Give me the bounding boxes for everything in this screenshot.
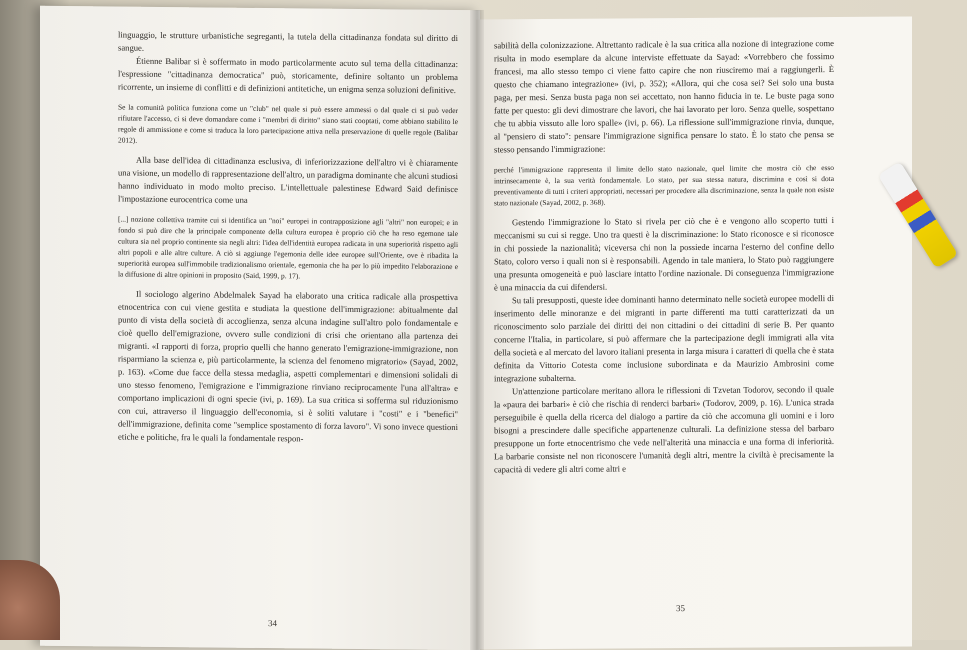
left-paragraph-4: Il sociologo algerino Abdelmalek Sayad ha elaborato una critica radicale alla prospettiva etnocentrica con cui viene gestita e studiata la questione dell'immigrazione: abitualmente dal punto di vista della società di accoglienza, senza alcuna indagine sull'altro polo fondamentale e cioè quello dell'emigrazione, ovvero sulle condizioni di crisi che orientano alla partenza dei migranti. «I rapporti di forza, proprio quelli che hanno generato l'emigrazione-immigrazione, non risparmiano la scienza e, più particolarmente, la scienza del fenomeno migratorio» (Sayad, 2002, p. 163). «Come due facce della stessa medaglia, aspetti complementari e dimensioni solidali di uno stesso fenomeno, l'emigrazione e l'immigrazione rinviano reciprocamente l'una all'altra» e comportano implicazioni di ogni specie (ivi, p. 169). La sua critica si sofferma sul riduzionismo con cui, attraverso il linguaggio dell'economia, si è soliti valutare i "costi" e i "benefici" dell'immigrazione, definita come "semplice spostamento di forza lavoro". Vi sono invece questioni etiche e politiche, fra le quali la fondamentale respon-: [118, 288, 458, 444]
right-paragraph-2: Gestendo l'immigrazione lo Stato si rivela per ciò che è e vengono allo scoperto tutti i meccanismi su cui si regge. Uno tra questi è la discriminazione: lo Stato riconosce e si riconosce in chi possiede la nazionalità; viceversa chi non la possiede incarna l'esterno del confine dello Stato, coloro verso i quali non si è responsabili. Agendo in tale maniera, lo Stato può raggiungere una presunta omogeneità e può lasciare intatto l'ordine nazionale. Di conseguenza l'immigrazione è una minaccia da cui difendersi.: [494, 215, 834, 293]
left-text-column: [118, 29, 458, 448]
left-blockquote-said: [...] nozione collettiva tramite cui si identifica un "noi" europei in contrapposizione agli "altri" non europei; e in fondo si può dire che la principale componente della cultura europea è proprio ciò che ha reso egemone tale cultura sia nel proprio continente sia negli altri: l'idea dell'identità europea radicata in una superiorità rispetto agli altri popoli e alle altre culture. A ciò si aggiunge l'egemonia delle idee europee sull'Oriente, ove è ribadita la superiorità europea sull'immobile tradizionalismo orientale, egemonia che ha per lo più impedito l'elaborazione e la diffusione di altre opinioni in proposito (Said, 1999, p. 17).: [118, 214, 458, 281]
right-page: [476, 16, 912, 649]
left-paragraph-3: Alla base dell'idea di cittadinanza esclusiva, di inferiorizzazione dell'altro vi è chiaramente una visione, un modello di rappresentazione dell'altro, un paradigma dominante che alcuni studiosi hanno individuato in modo molto preciso. L'intellettuale palestinese Edward Said definisce l'impostazione eurocentrica come una: [118, 154, 458, 205]
left-paragraph-1: linguaggio, le strutture urbanistiche segreganti, la tutela della cittadinanza fondata sul diritto di sangue.: [118, 29, 458, 53]
left-page-number: 34: [268, 618, 277, 629]
left-paragraph-2: Étienne Balibar si è soffermato in modo particolarmente acuto sul tema della cittadinanza: l'espressione "cittadinanza democratica" può, storicamente, definire soltanto un problema ricorrente, un insieme di conflitti e di definizioni antitetiche, un enigma senza soluzioni definitive.: [118, 55, 458, 96]
right-paragraph-3: Su tali presupposti, queste idee dominanti hanno determinato nelle società europee modelli di inserimento delle minoranze e dei migranti in parte differenti ma tutti caratterizzati da un riconoscimento solo parziale dei diritti dei non cittadini o dei cittadini di serie B. Per quanto concerne l'Italia, in particolare, si può affermare che la partecipazione degli immigrati alla vita della società e al mercato del lavoro italiani presenta in larga misura i caratteri di quella che è stata definita da Vittorio Cotesta come inclusione subordinata e da Maurizio Ambrosini come integrazione subalterna.: [494, 293, 834, 384]
left-blockquote-balibar: Se la comunità politica funziona come un "club" nel quale si può essere ammessi o dal quale ci si può veder rifiutare l'accesso, ci si deve domandare come i "membri di diritto" siano stati cooptati, come abbiano stabilito le regole di ammissione e come si traduca la loro partecipazione attiva nella preservazione di quelle regole (Balibar 2012).: [118, 102, 458, 145]
book-gutter: [470, 10, 484, 650]
left-page: [40, 6, 480, 650]
right-blockquote-sayad: perché l'immigrazione rappresenta il limite dello stato nazionale, quel limite che mostra ciò che esso intrinsecamente è, la sua verità fondamentale. Lo stato, per sua stessa natura, discrimina e così si dota preventivamente di tutti i criteri appropriati, necessari per procedere alla discriminazione, senza la quale non esiste stato nazionale (Sayad, 2002, p. 368).: [494, 163, 834, 208]
right-page-number: 35: [676, 603, 685, 614]
right-paragraph-1: sabilità della colonizzazione. Altrettanto radicale è la sua critica alla nozione di integrazione come risulta in modo esemplare da alcune interviste effettuate da Sayad: «Vorrebbero che fossimo francesi, ma allo stesso tempo ci viene fatto capire che non riusciremo mai a raggiungerli. È questo che chiamano integrazione» (ivi, p. 352); «Allora, qui che cosa sei? Sei solo una busta paga, per mesi. Senza busta paga non sei accettato, non hanno fiducia in te. Le buste paga sono fatte per questo: gli devi dimostrare che lavori, che hai lavorato per loro. Senza quelle, sospettano che tu abbia vissuto alle loro spalle» (ivi, p. 66). La riflessione sull'immigrazione rinvia, dunque, al "pensiero di stato": pensare l'immigrazione significa pensare lo stato. È lo stato che pensa se stesso pensando l'immigrazione:: [494, 38, 834, 155]
right-paragraph-4: Un'attenzione particolare meritano allora le riflessioni di Tzvetan Todorov, secondo il quale la «paura dei barbari» è ciò che rischia di renderci barbari» (Todorov, 2009, p. 16). L'unica strada perseguibile è quella della ricerca del dialogo a partire da ciò che accomuna gli uomini e i loro bisogni a prescindere dalle specifiche appartenenze culturali. La definizione stessa del barbaro presuppone un forte etnocentrismo che vede nell'alterità una minaccia e una forma di inferiorità. La barbarie consiste nel non riconoscere l'umanità degli altri, mentre la civiltà è precisamente la capacità di vedere gli altri come altri e: [494, 384, 834, 475]
right-text-column: [494, 37, 834, 476]
